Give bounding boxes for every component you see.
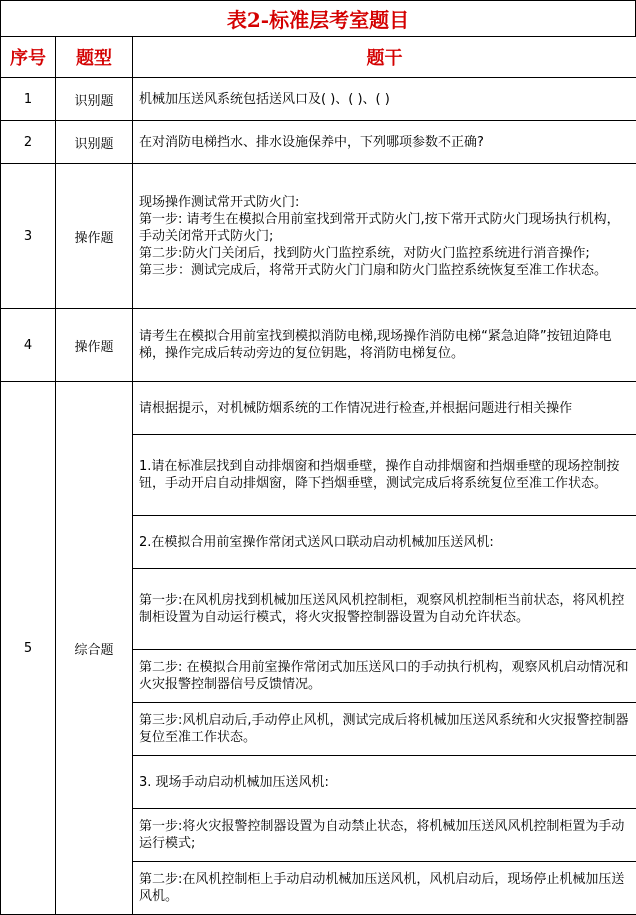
header-stem: 题干 [133, 37, 636, 78]
row-type: 识别题 [56, 78, 133, 121]
row-num: 1 [1, 78, 56, 121]
table-title: 表2-标准层考室题目 [0, 0, 636, 37]
row-stem [133, 164, 636, 309]
row-num: 3 [1, 164, 56, 309]
stem-line: 第二步:防火门关闭后，找到防火门监控系统，对防火门监控系统进行消音操作; [139, 245, 632, 262]
row-type: 识别题 [56, 121, 133, 164]
header-num: 序号 [1, 37, 56, 78]
row-stem: 机械加压送风系统包括送风口及( )、( )、( ) [133, 78, 636, 121]
row-type: 操作题 [56, 309, 133, 382]
row-num: 5 [1, 382, 56, 915]
stem-part: 请根据提示，对机械防烟系统的工作情况进行检查,并根据问题进行相关操作 [133, 382, 636, 435]
question-table [0, 36, 636, 915]
row-type: 操作题 [56, 164, 133, 309]
table-row [1, 164, 636, 309]
row-stem: 请考生在模拟合用前室找到模拟消防电梯,现场操作消防电梯“紧急迫降”按钮迫降电梯，操作完成后转动旁边的复位钥匙，将消防电梯复位。 [133, 309, 636, 382]
row-type: 综合题 [56, 382, 133, 915]
stem-part: 2.在模拟合用前室操作常闭式送风口联动启动机械加压送风机: [133, 516, 636, 569]
header-type: 题型 [56, 37, 133, 78]
table-row [1, 309, 636, 382]
table-row [1, 121, 636, 164]
stem-part: 3. 现场手动启动机械加压送风机: [133, 756, 636, 809]
header-row [1, 37, 636, 78]
stem-part: 1.请在标准层找到自动排烟窗和挡烟垂壁，操作自动排烟窗和挡烟垂壁的现场控制按钮，手动开启自动排烟窗，降下挡烟垂壁，测试完成后将系统复位至准工作状态。 [133, 435, 636, 516]
table-row [1, 382, 636, 435]
row-stem: 在对消防电梯挡水、排水设施保养中，下列哪项参数不正确? [133, 121, 636, 164]
stem-part: 第二步: 在模拟合用前室操作常闭式加压送风口的手动执行机构，观察风机启动情况和火灾报警控制器信号反馈情况。 [133, 650, 636, 703]
stem-part: 第一步:将火灾报警控制器设置为自动禁止状态，将机械加压送风风机控制柜置为手动运行模式; [133, 809, 636, 862]
stem-line: 现场操作测试常开式防火门: [139, 194, 632, 211]
stem-part: 第一步:在风机房找到机械加压送风风机控制柜，观察风机控制柜当前状态，将风机控制柜设置为自动运行模式，将火灾报警控制器设置为自动允许状态。 [133, 569, 636, 650]
stem-part: 第二步:在风机控制柜上手动启动机械加压送风机，风机启动后，现场停止机械加压送风机。 [133, 862, 636, 915]
row-num: 4 [1, 309, 56, 382]
table-row [1, 78, 636, 121]
stem-part: 第三步:风机启动后,手动停止风机，测试完成后将机械加压送风系统和火灾报警控制器复位至准工作状态。 [133, 703, 636, 756]
stem-line: 第一步: 请考生在模拟合用前室找到常开式防火门,按下常开式防火门现场执行机构，手动关闭常开式防火门; [139, 211, 632, 245]
row-num: 2 [1, 121, 56, 164]
stem-line: 第三步：测试完成后，将常开式防火门门扇和防火门监控系统恢复至准工作状态。 [139, 262, 632, 279]
